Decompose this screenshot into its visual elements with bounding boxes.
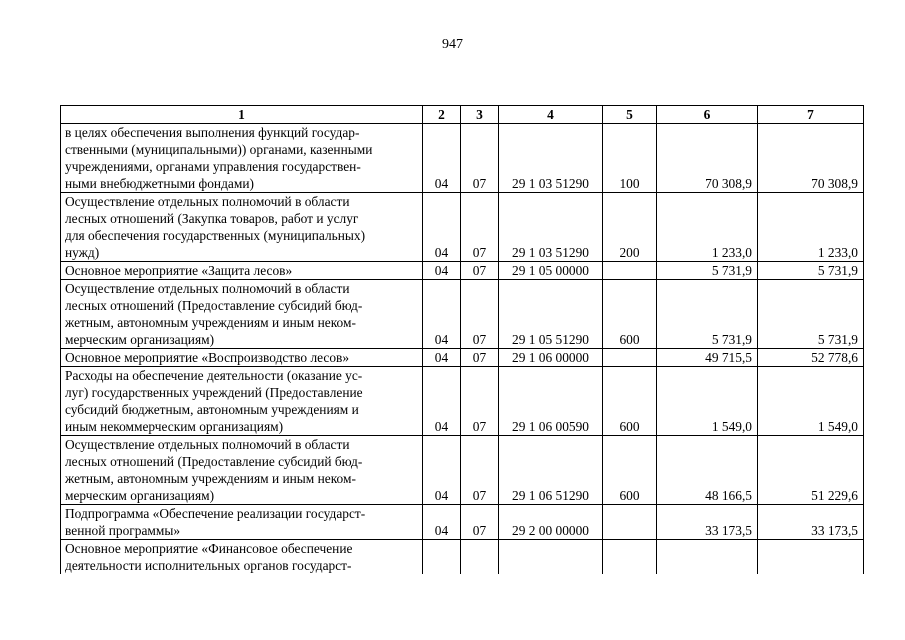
description-line: учреждениями, органами управления государствен- — [65, 159, 361, 174]
description-line: Подпрограмма «Обеспечение реализации государст- — [65, 506, 366, 521]
amount-col-6: 33 173,5 — [657, 505, 758, 540]
description-line: Основное мероприятие «Защита лесов» — [65, 263, 293, 278]
subsection-code: 07 — [461, 436, 499, 505]
target-article-code: 29 1 06 00590 — [499, 367, 603, 436]
description-line: лесных отношений (Закупка товаров, работ и услуг — [65, 211, 359, 226]
table-row — [61, 367, 864, 436]
expense-type-code — [603, 505, 657, 540]
subsection-code: 07 — [461, 505, 499, 540]
section-code: 04 — [423, 436, 461, 505]
description-line: деятельности исполнительных органов государст- — [65, 558, 352, 573]
description-line: ственными (муниципальными)) органами, казенными — [65, 142, 373, 157]
description-line: мерческим организациям) — [65, 488, 215, 503]
amount-col-6: 5 731,9 — [657, 280, 758, 349]
table-row — [61, 505, 864, 540]
description-line: жетным, автономным учреждениям и иным неком- — [65, 315, 356, 330]
column-header-2: 2 — [423, 106, 461, 124]
description-line: лесных отношений (Предоставление субсидий бюд- — [65, 298, 363, 313]
column-header-5: 5 — [603, 106, 657, 124]
subsection-code — [461, 540, 499, 575]
expense-type-code: 100 — [603, 124, 657, 193]
amount-col-7: 51 229,6 — [758, 436, 864, 505]
subsection-code: 07 — [461, 349, 499, 367]
section-code — [423, 540, 461, 575]
description-line: в целях обеспечения выполнения функций государ- — [65, 125, 360, 140]
table-row — [61, 124, 864, 193]
subsection-code: 07 — [461, 367, 499, 436]
description-line: мерческим организациям) — [65, 332, 215, 347]
column-header-3: 3 — [461, 106, 499, 124]
expense-type-code — [603, 349, 657, 367]
description-line: Расходы на обеспечение деятельности (оказание ус- — [65, 368, 363, 383]
description-line: Осуществление отдельных полномочий в области — [65, 437, 350, 452]
table-row — [61, 280, 864, 349]
target-article-code: 29 1 05 00000 — [499, 262, 603, 280]
amount-col-7 — [758, 540, 864, 575]
section-code: 04 — [423, 124, 461, 193]
table-row — [61, 436, 864, 505]
description-line: Основное мероприятие «Финансовое обеспечение — [65, 541, 353, 556]
subsection-code: 07 — [461, 280, 499, 349]
description-line: жетным, автономным учреждениям и иным неком- — [65, 471, 356, 486]
amount-col-7: 5 731,9 — [758, 262, 864, 280]
subsection-code: 07 — [461, 124, 499, 193]
amount-col-6 — [657, 540, 758, 575]
amount-col-7: 52 778,6 — [758, 349, 864, 367]
amount-col-7: 5 731,9 — [758, 280, 864, 349]
description-line: иным некоммерческим организациям) — [65, 419, 284, 434]
row-description — [61, 367, 423, 436]
section-code: 04 — [423, 349, 461, 367]
description-line: для обеспечения государственных (муниципальных) — [65, 228, 366, 243]
row-description — [61, 540, 423, 575]
description-line: нужд) — [65, 245, 100, 260]
description-line: луг) государственных учреждений (Предоставление — [65, 385, 363, 400]
amount-col-6: 48 166,5 — [657, 436, 758, 505]
amount-col-6: 1 233,0 — [657, 193, 758, 262]
section-code: 04 — [423, 367, 461, 436]
subsection-code: 07 — [461, 262, 499, 280]
column-header-7: 7 — [758, 106, 864, 124]
target-article-code: 29 1 06 51290 — [499, 436, 603, 505]
expense-type-code — [603, 262, 657, 280]
description-line: Осуществление отдельных полномочий в области — [65, 194, 350, 209]
header-row — [61, 106, 864, 124]
expense-type-code — [603, 540, 657, 575]
target-article-code: 29 1 05 51290 — [499, 280, 603, 349]
amount-col-7: 1 549,0 — [758, 367, 864, 436]
target-article-code: 29 1 06 00000 — [499, 349, 603, 367]
row-description — [61, 436, 423, 505]
amount-col-6: 49 715,5 — [657, 349, 758, 367]
amount-col-6: 1 549,0 — [657, 367, 758, 436]
row-description — [61, 193, 423, 262]
section-code: 04 — [423, 262, 461, 280]
amount-col-6: 5 731,9 — [657, 262, 758, 280]
description-line: субсидий бюджетным, автономным учреждениям и — [65, 402, 359, 417]
amount-col-6: 70 308,9 — [657, 124, 758, 193]
row-description — [61, 505, 423, 540]
description-line: венной программы» — [65, 523, 181, 538]
section-code: 04 — [423, 505, 461, 540]
section-code: 04 — [423, 280, 461, 349]
expense-type-code: 600 — [603, 280, 657, 349]
table-row — [61, 349, 864, 367]
description-line: ными внебюджетными фондами) — [65, 176, 254, 191]
expense-type-code: 200 — [603, 193, 657, 262]
target-article-code: 29 1 03 51290 — [499, 193, 603, 262]
column-header-6: 6 — [657, 106, 758, 124]
expense-type-code: 600 — [603, 367, 657, 436]
subsection-code: 07 — [461, 193, 499, 262]
description-line: Осуществление отдельных полномочий в области — [65, 281, 350, 296]
column-header-4: 4 — [499, 106, 603, 124]
table-row — [61, 540, 864, 575]
page-number: 947 — [442, 37, 463, 52]
table-row — [61, 262, 864, 280]
target-article-code — [499, 540, 603, 575]
section-code: 04 — [423, 193, 461, 262]
target-article-code: 29 1 03 51290 — [499, 124, 603, 193]
row-description — [61, 262, 423, 280]
budget-table — [60, 105, 864, 574]
amount-col-7: 70 308,9 — [758, 124, 864, 193]
row-description — [61, 280, 423, 349]
amount-col-7: 33 173,5 — [758, 505, 864, 540]
table-body — [61, 124, 864, 575]
column-header-1: 1 — [61, 106, 423, 124]
expense-type-code: 600 — [603, 436, 657, 505]
description-line: Основное мероприятие «Воспроизводство лесов» — [65, 350, 350, 365]
row-description — [61, 124, 423, 193]
description-line: лесных отношений (Предоставление субсидий бюд- — [65, 454, 363, 469]
amount-col-7: 1 233,0 — [758, 193, 864, 262]
table-row — [61, 193, 864, 262]
target-article-code: 29 2 00 00000 — [499, 505, 603, 540]
row-description — [61, 349, 423, 367]
